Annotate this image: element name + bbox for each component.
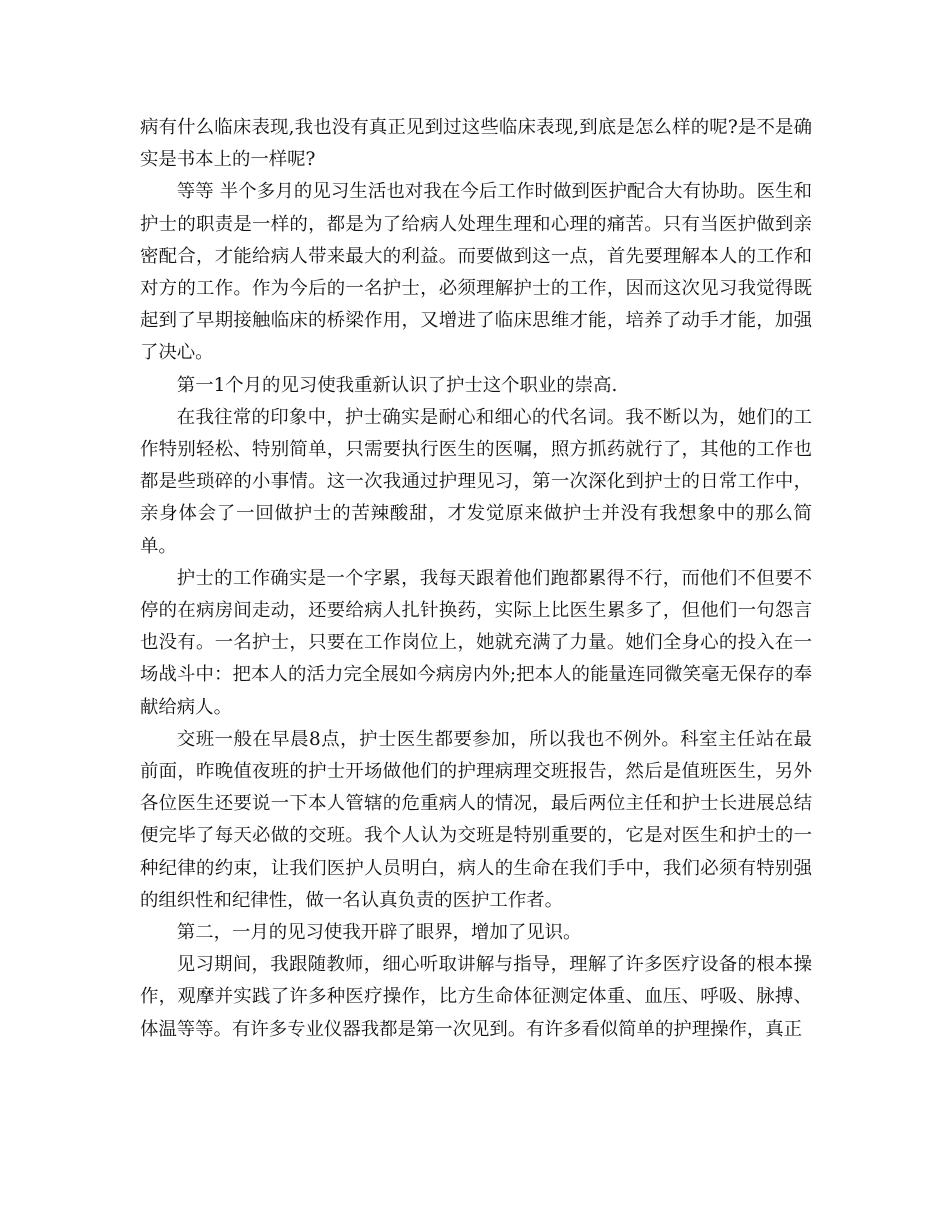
paragraph: 第二，一月的见习使我开辟了眼界，增加了见识。 bbox=[176, 922, 582, 944]
paragraph: 在我往常的印象中，护士确实是耐心和细心的代名词。我不断以为，她们的工作特别轻松、特别简单，只需要执行医生的医嘱，照方抓药就行了，其他的工作也都是些琐碎的小事情。这一次我通过护理见习，第一次深化到护士的日常工作中，亲身体会了一回做护士的苦辣酸甜，才发觉原来做护士并没有我想象中的那么简单。 bbox=[140, 406, 812, 557]
paragraph: 交班一般在早晨8点，护士医生都要参加，所以我也不例外。科室主任站在最前面，昨晚值夜班的护士开场做他们的护理病理交班报告，然后是值班医生，另外各位医生还要说一下本人管辖的危重病人的情况，最后两位主任和护士长进展总结便完毕了每天必做的交班。我个人认为交班是特别重要的，它是对医生和护士的一种纪律的约束，让我们医护人员明白，病人的生命在我们手中，我们必须有特别强的组织性和纪律性，做一名认真负责的医护工作者。 bbox=[140, 728, 812, 911]
document-body bbox=[140, 112, 812, 1046]
paragraph: 病有什么临床表现,我也没有真正见到过这些临床表现,到底是怎么样的呢?是不是确实是书本上的一样呢? bbox=[140, 117, 812, 171]
paragraph: 等等 半个多月的见习生活也对我在今后工作时做到医护配合大有协助。医生和护士的职责是一样的，都是为了给病人处理生理和心理的痛苦。只有当医护做到亲密配合，才能给病人带来最大的利益。而要做到这一点，首先要理解本人的工作和对方的工作。作为今后的一名护士，必须理解护士的工作，因而这次见习我觉得既起到了早期接触临床的桥梁作用，又增进了临床思维才能，培养了动手才能，加强了决心。 bbox=[140, 181, 812, 364]
paragraph: 第一1个月的见习使我重新认识了护士这个职业的崇高. bbox=[176, 374, 618, 396]
paragraph: 见习期间，我跟随教师，细心听取讲解与指导，理解了许多医疗设备的根本操作，观摩并实践了许多种医疗操作，比方生命体征测定体重、血压、呼吸、脉搏、体温等等。有许多专业仪器我都是第一次见到。有许多看似简单的护理操作，真正 bbox=[140, 954, 812, 1040]
paragraph: 护士的工作确实是一个字累，我每天跟着他们跑都累得不行，而他们不但要不停的在病房间走动，还要给病人扎针换药，实际上比医生累多了，但他们一句怨言也没有。一名护士，只要在工作岗位上，她就充满了力量。她们全身心的投入在一场战斗中：把本人的活力完全展如今病房内外;把本人的能量连同微笑毫无保存的奉献给病人。 bbox=[140, 567, 812, 718]
